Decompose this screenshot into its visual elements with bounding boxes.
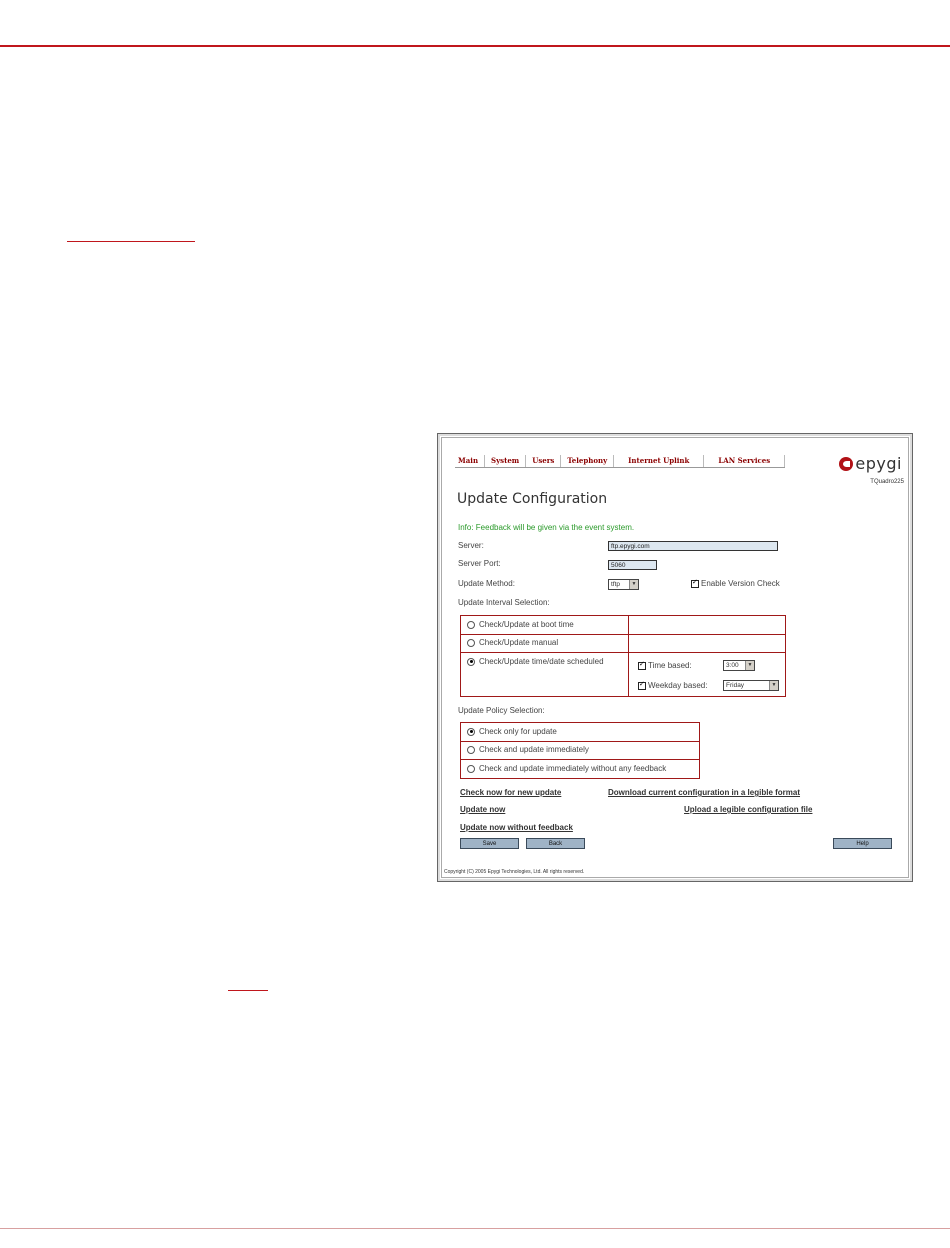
copyright-text: Copyright (C) 2005 Epygi Technologies, Ltd. All rights reserved. <box>444 869 585 875</box>
nav-users[interactable]: Users <box>526 455 561 467</box>
epygi-logo-icon <box>839 457 853 471</box>
policy-check-only-label: Check only for update <box>479 727 557 736</box>
weekday-select[interactable] <box>723 680 779 691</box>
footer-rule <box>0 1228 950 1229</box>
interval-divider <box>628 615 629 697</box>
nav-telephony[interactable]: Telephony <box>561 455 614 467</box>
interval-section-label: Update Interval Selection: <box>458 598 550 607</box>
time-based-option[interactable] <box>638 661 692 670</box>
link-underline <box>228 990 268 991</box>
time-based-checkbox[interactable] <box>638 662 646 670</box>
model-name: TQuadro225 <box>870 479 904 485</box>
web-page <box>441 437 909 878</box>
interval-boot-option[interactable] <box>467 620 574 629</box>
interval-boot-label: Check/Update at boot time <box>479 620 574 629</box>
chevron-down-icon: ▼ <box>769 681 778 690</box>
nav-internet-uplink[interactable]: Internet Uplink <box>614 455 704 467</box>
upload-config-link[interactable]: Upload a legible configuration file <box>684 805 813 814</box>
chevron-down-icon: ▼ <box>745 661 754 670</box>
version-check-checkbox[interactable] <box>691 580 699 588</box>
update-no-feedback-link[interactable]: Update now without feedback <box>460 823 573 832</box>
version-check-label: Enable Version Check <box>701 579 780 588</box>
version-check[interactable] <box>691 579 780 588</box>
save-button[interactable]: Save <box>460 838 519 849</box>
top-nav <box>455 455 785 468</box>
policy-immediate-option[interactable] <box>467 745 589 754</box>
update-method-value: tftp <box>611 581 621 588</box>
interval-scheduled-option[interactable] <box>467 657 604 666</box>
policy-immediate-radio[interactable] <box>467 746 475 754</box>
time-based-label: Time based: <box>648 661 692 670</box>
info-message: Info: Feedback will be given via the event system. <box>458 523 635 532</box>
page-title: Update Configuration <box>457 491 608 507</box>
policy-no-feedback-label: Check and update immediately without any feedback <box>479 764 667 773</box>
back-button[interactable]: Back <box>526 838 585 849</box>
nav-main[interactable]: Main <box>455 455 485 467</box>
time-select[interactable] <box>723 660 755 671</box>
policy-no-feedback-option[interactable] <box>467 764 666 773</box>
screenshot-frame <box>437 433 913 882</box>
weekday-based-option[interactable] <box>638 681 707 690</box>
check-now-link[interactable]: Check now for new update <box>460 788 562 797</box>
nav-lan-services[interactable]: LAN Services <box>704 455 785 467</box>
weekday-based-checkbox[interactable] <box>638 682 646 690</box>
interval-manual-radio[interactable] <box>467 639 475 647</box>
policy-check-only-radio[interactable] <box>467 728 475 736</box>
weekday-based-label: Weekday based: <box>648 681 708 690</box>
server-port-input[interactable]: 5060 <box>608 560 657 570</box>
update-method-label: Update Method: <box>458 579 515 588</box>
brand-name: epygi <box>855 454 902 473</box>
policy-check-only-option[interactable] <box>467 727 557 736</box>
nav-system[interactable]: System <box>485 455 526 467</box>
server-port-label: Server Port: <box>458 559 501 568</box>
weekday-value: Friday <box>726 682 745 689</box>
brand-logo <box>839 454 902 473</box>
interval-manual-option[interactable] <box>467 638 558 647</box>
interval-scheduled-radio[interactable] <box>467 658 475 666</box>
server-label: Server: <box>458 541 484 550</box>
help-button[interactable]: Help <box>833 838 892 849</box>
header-rule <box>0 45 950 47</box>
time-value: 3:00 <box>726 662 739 669</box>
policy-no-feedback-radio[interactable] <box>467 765 475 773</box>
update-now-link[interactable]: Update now <box>460 805 506 814</box>
interval-boot-radio[interactable] <box>467 621 475 629</box>
download-config-link[interactable]: Download current configuration in a legible format <box>608 788 801 797</box>
interval-manual-label: Check/Update manual <box>479 638 559 647</box>
update-method-select[interactable] <box>608 579 639 590</box>
server-input[interactable]: ftp.epygi.com <box>608 541 778 551</box>
interval-scheduled-label: Check/Update time/date scheduled <box>479 657 604 666</box>
link-underline <box>67 241 195 242</box>
policy-section-label: Update Policy Selection: <box>458 706 545 715</box>
policy-immediate-label: Check and update immediately <box>479 745 589 754</box>
chevron-down-icon: ▼ <box>629 580 638 589</box>
